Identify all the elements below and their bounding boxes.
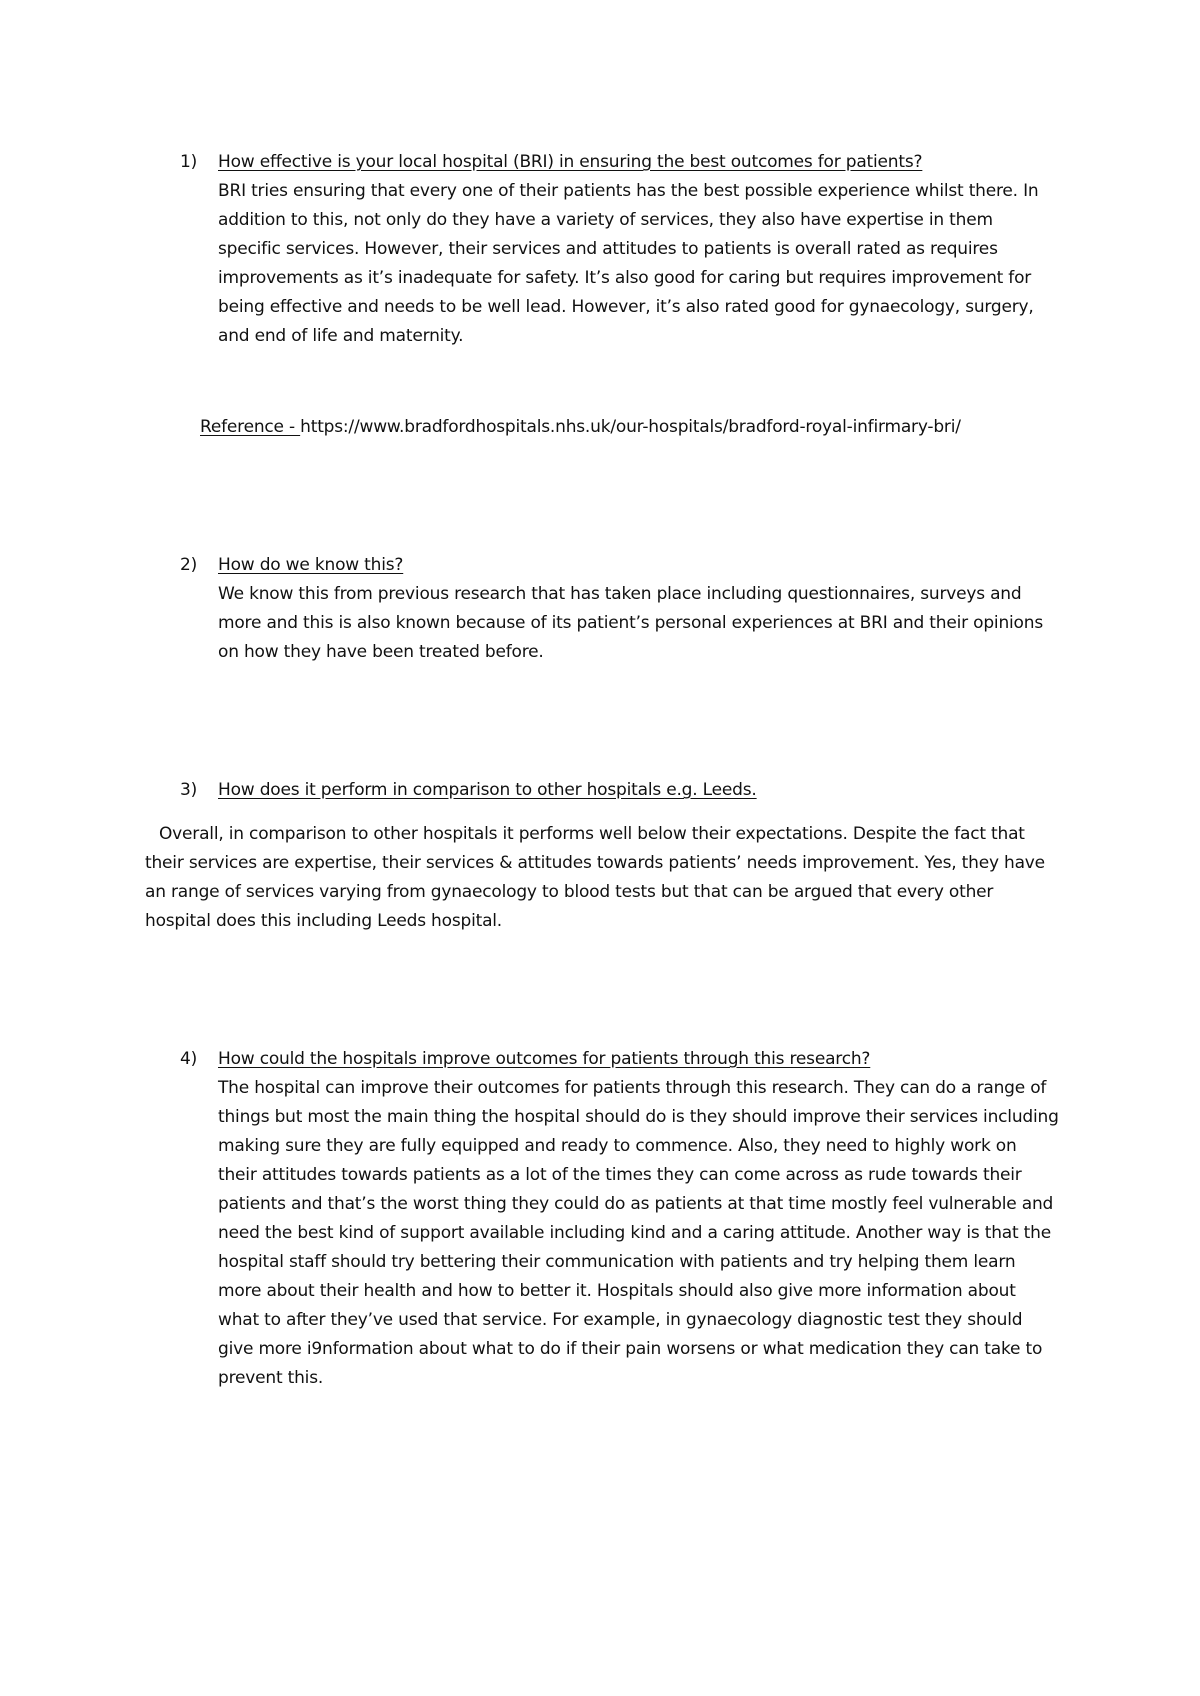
answer-text: The hospital can improve their outcomes for patients through this research. They can do a range of things but most the main thing the hospital should do is they should improve their services including making sure they are fully equipped and ready to commence. Also, they need to highly work on their attitudes towards patients as a lot of the times they can come across as rude towards their patients and that’s the worst thing they could do as patients at that time mostly feel vulnerable and need the best kind of support available including kind and a caring attitude. Another way is that the hospital staff should try bettering their communication with patients and try helping them learn more about their health and how to better it. Hospitals should also give more information about what to after they’ve used that service. For example, in gynaecology diagnostic test they should give more i9nformation about what to do if their pain worsens or what medication they can take to prevent this. — [218, 1078, 1059, 1388]
reference-line — [200, 413, 1080, 442]
question-number: 4) — [180, 1049, 198, 1069]
reference-url: https://www.bradfordhospitals.nhs.uk/our-hospitals/bradford-royal-infirmary-bri/ — [300, 417, 961, 437]
question-2 — [180, 551, 1060, 667]
question-3 — [180, 776, 1060, 805]
question-title: How effective is your local hospital (BRI) in ensuring the best outcomes for patients? — [218, 152, 923, 172]
question-title: How could the hospitals improve outcomes for patients through this research? — [218, 1049, 871, 1069]
comparison-answer: Overall, in comparison to other hospitals it performs well below their expectations. Despite the fact that their services are expertise, their services & attitudes towards patients’ needs improvement. Yes, they have an range of services varying from gynaecology to blood tests but that can be argued that every other hospital does this including Leeds hospital. — [145, 824, 1045, 931]
question-1 — [180, 148, 1060, 351]
question-title: How do we know this? — [218, 555, 404, 575]
question-number: 3) — [180, 780, 198, 800]
question-number: 1) — [180, 152, 198, 172]
answer-text: We know this from previous research that has taken place including questionnaires, surveys and more and this is also known because of its patient’s personal experiences at BRI and their opinions on how they have been treated before. — [218, 584, 1043, 662]
question-title: How does it perform in comparison to other hospitals e.g. Leeds. — [218, 780, 757, 800]
reference-label: Reference - — [200, 417, 301, 437]
question-number: 2) — [180, 555, 198, 575]
question-4 — [180, 1045, 1060, 1393]
answer-text: BRI tries ensuring that every one of their patients has the best possible experience whilst there. In addition to this, not only do they have a variety of services, they also have expertise in them specific services. However, their services and attitudes to patients is overall rated as requires improvements as it’s inadequate for safety. It’s also good for caring but requires improvement for being effective and needs to be well lead. However, it’s also rated good for gynaecology, surgery, and end of life and maternity. — [218, 181, 1039, 346]
